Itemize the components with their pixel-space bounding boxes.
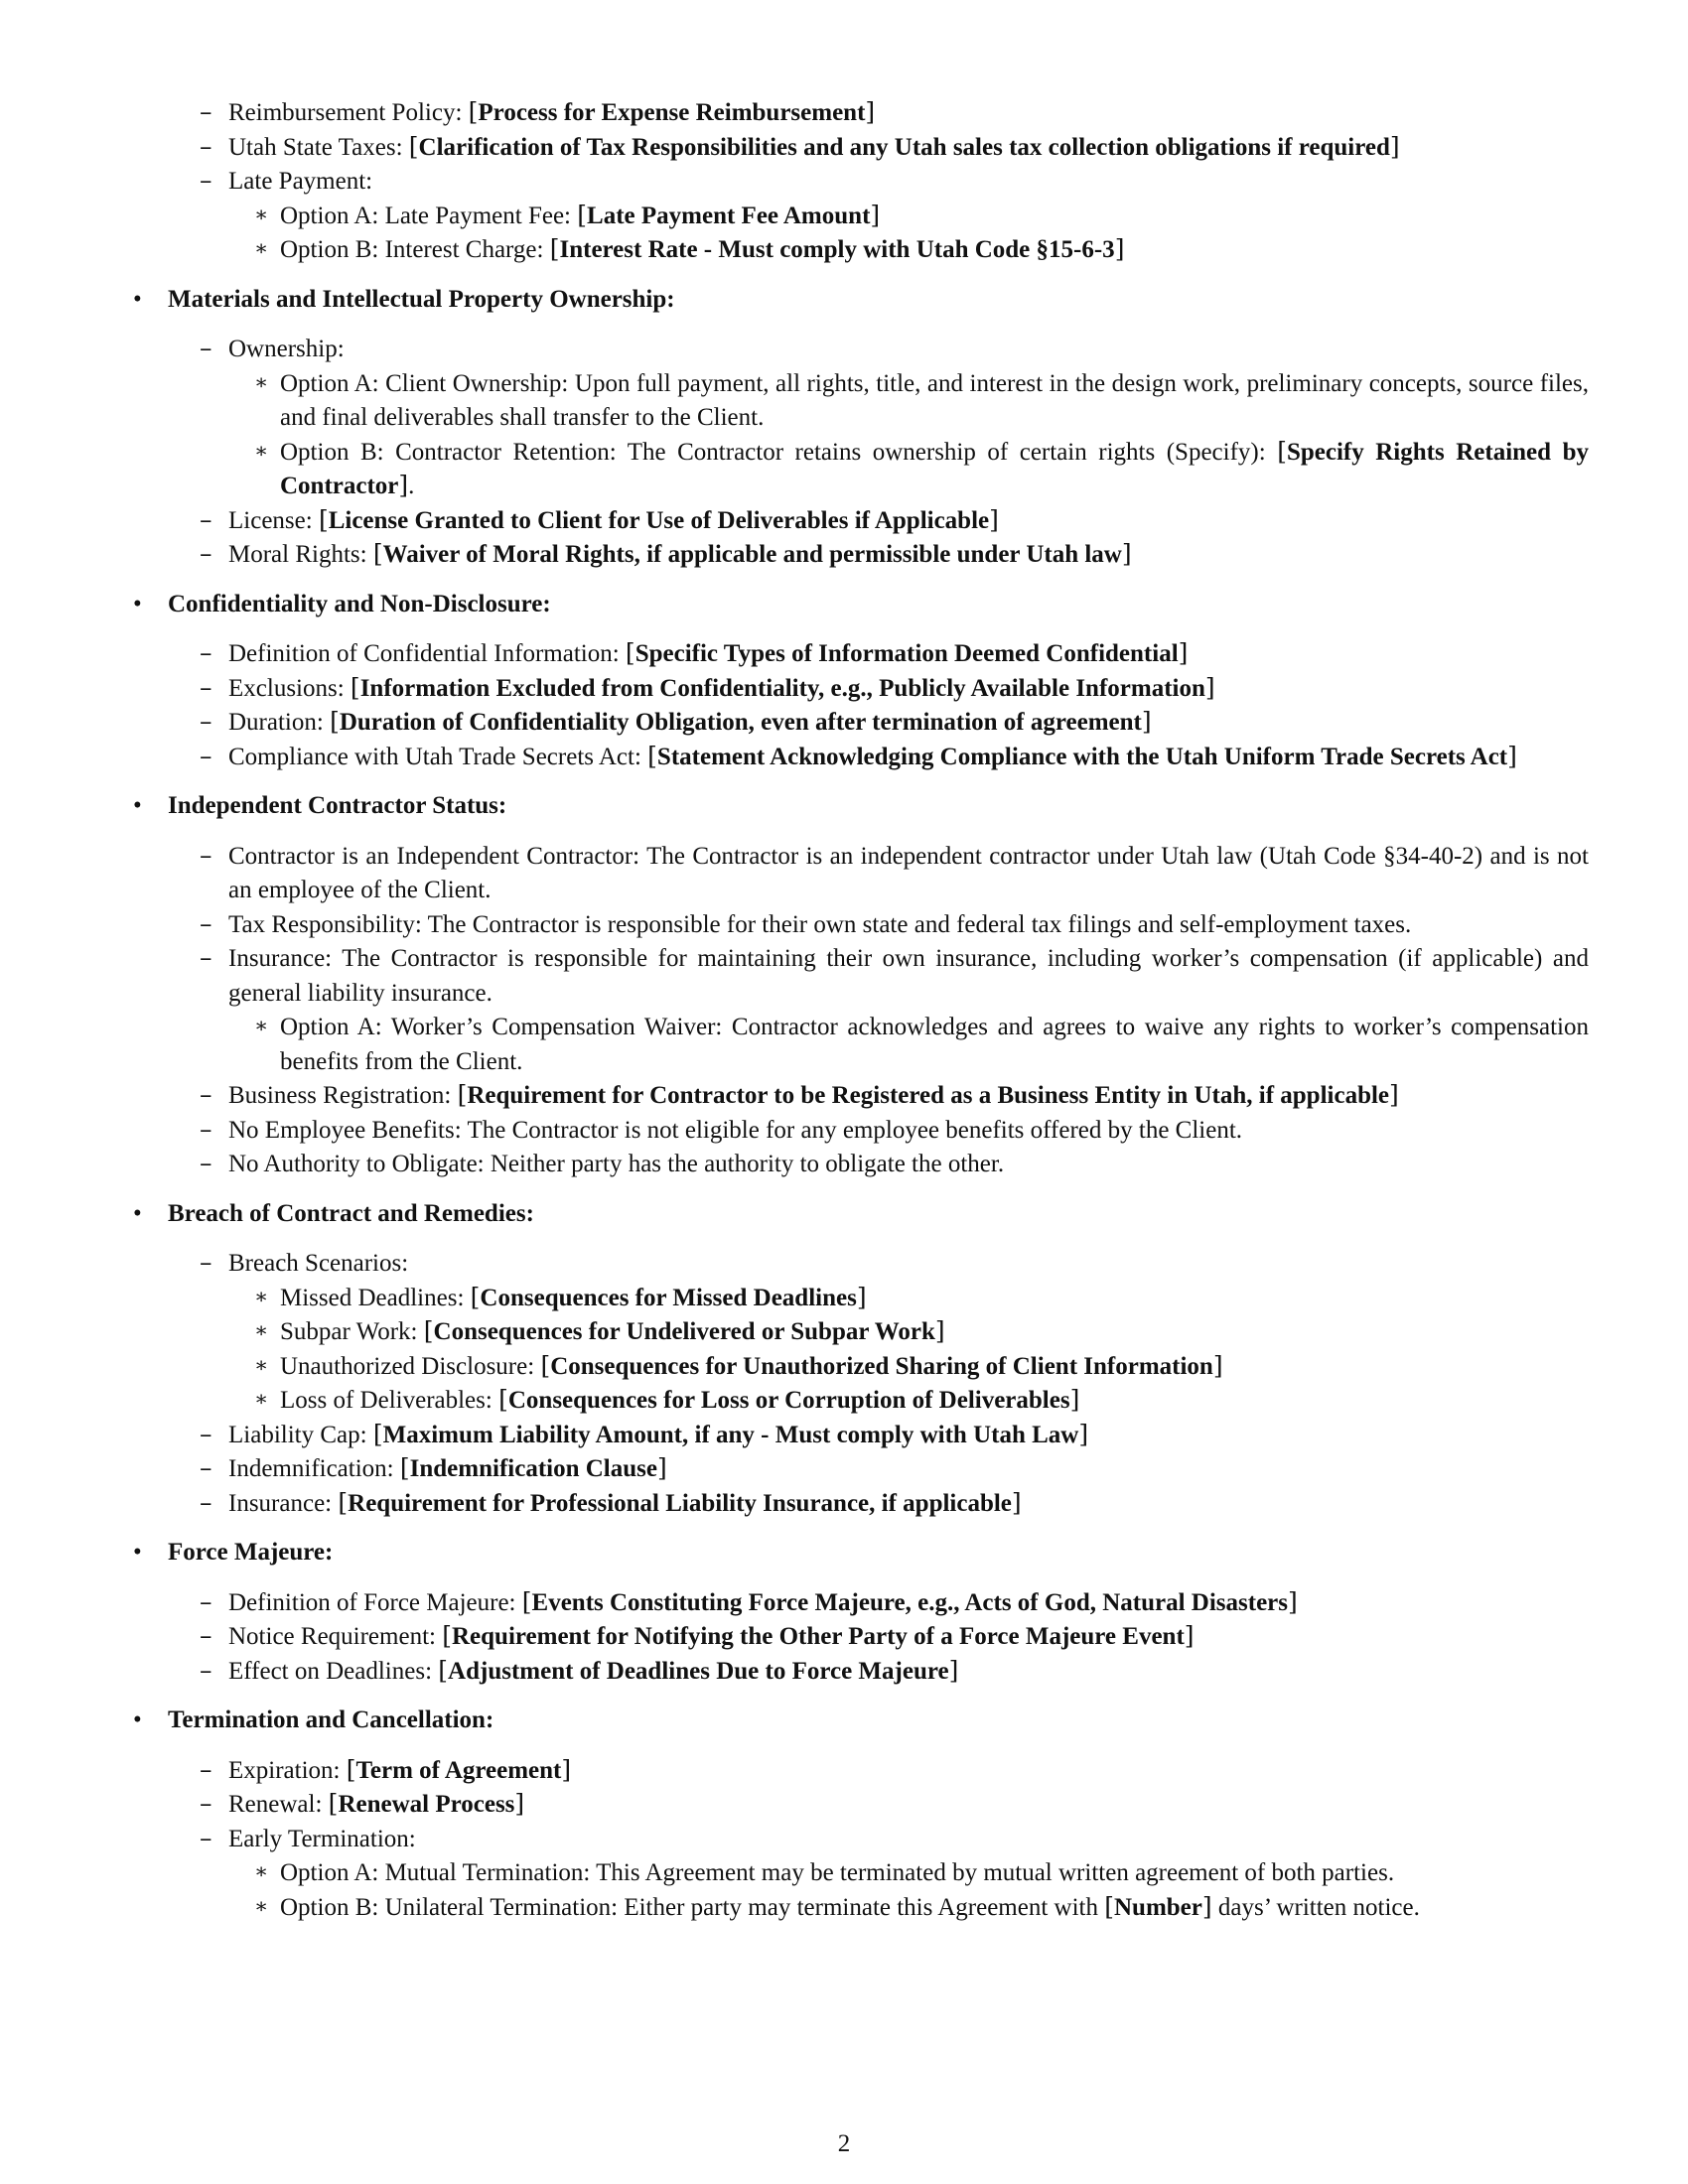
option-list bbox=[228, 366, 1589, 503]
placeholder-field: License Granted to Client for Use of Deliverables if Applicable bbox=[328, 506, 990, 534]
placeholder-field: Consequences for Loss or Corruption of Deliverables bbox=[507, 1387, 1070, 1414]
option-item: ∗ Option B: Interest Charge: [Interest Rate - Must comply with Utah Code §15-6-3] bbox=[228, 232, 1589, 267]
sub-item bbox=[168, 1147, 1589, 1181]
item-label: Business Registration: bbox=[228, 1082, 458, 1109]
sub-list bbox=[168, 839, 1589, 1181]
sub-item: – Exclusions: [Information Excluded from Confidentiality, e.g., Publicly Available Information] bbox=[168, 671, 1589, 706]
placeholder-field: Duration of Confidentiality Obligation, even after termination of agreement bbox=[339, 709, 1142, 736]
sub-list bbox=[168, 636, 1589, 773]
sub-item: – Renewal: [Renewal Process] bbox=[168, 1787, 1589, 1822]
option-list bbox=[228, 1010, 1589, 1078]
item-label: Option A: Late Payment Fee: bbox=[280, 202, 578, 229]
section bbox=[129, 1536, 1589, 1688]
item-text: This Agreement may be terminated by mutual written agreement of both parties. bbox=[596, 1859, 1395, 1886]
option-item bbox=[228, 1855, 1589, 1890]
sub-item bbox=[168, 941, 1589, 1078]
sub-item: – Definition of Confidential Information: [Specific Types of Information Deemed Confidential] bbox=[168, 636, 1589, 671]
item-label: Indemnification: bbox=[228, 1455, 400, 1482]
item-label: Notice Requirement: bbox=[228, 1623, 443, 1650]
item-label: Ownership: bbox=[228, 336, 345, 362]
placeholder-field: Requirement for Notifying the Other Party of a Force Majeure Event bbox=[451, 1623, 1185, 1650]
item-text: Neither party has the authority to obligate the other. bbox=[490, 1151, 1005, 1177]
sub-item: – Utah State Taxes: [Clarification of Tax Responsibilities and any Utah sales tax collection obligations if required] bbox=[168, 130, 1589, 165]
page-number: 2 bbox=[837, 2130, 851, 2157]
item-label: Tax Responsibility: bbox=[228, 910, 428, 938]
section-title: • Confidentiality and Non-Disclosure: bbox=[168, 588, 1589, 621]
item-label: Subpar Work: bbox=[280, 1318, 424, 1345]
option-item: ∗ Option A: Late Payment Fee: [Late Payment Fee Amount] bbox=[228, 199, 1589, 233]
item-text: The Contractor is responsible for maintaining their own insurance, including worker’s compensation (if applicable) and general liability insurance. bbox=[228, 945, 1589, 1007]
option-item: ∗ Missed Deadlines: [Consequences for Missed Deadlines] bbox=[228, 1281, 1589, 1315]
section bbox=[129, 283, 1589, 572]
placeholder-field: Interest Rate - Must comply with Utah Code §15-6-3 bbox=[559, 236, 1115, 263]
placeholder-field: Late Payment Fee Amount bbox=[587, 202, 871, 229]
item-label: Exclusions: bbox=[228, 674, 351, 702]
sub-item: – Business Registration: [Requirement for Contractor to be Registered as a Business Entity in Utah, if applicable] bbox=[168, 1078, 1589, 1113]
section bbox=[129, 1704, 1589, 1924]
option-item: ∗ Unauthorized Disclosure: [Consequences for Unauthorized Sharing of Client Information] bbox=[228, 1349, 1589, 1384]
section-title: • Termination and Cancellation: bbox=[168, 1704, 1589, 1737]
option-item bbox=[228, 1010, 1589, 1078]
sub-item: – Notice Requirement: [Requirement for Notifying the Other Party of a Force Majeure Event] bbox=[168, 1619, 1589, 1654]
placeholder-field: Statement Acknowledging Compliance with the Utah Uniform Trade Secrets Act bbox=[656, 743, 1508, 770]
sub-list bbox=[168, 332, 1589, 572]
option-list bbox=[228, 1855, 1589, 1924]
item-label: Insurance: bbox=[228, 945, 343, 972]
item-label: Option A: Mutual Termination: bbox=[280, 1859, 597, 1886]
section bbox=[129, 1197, 1589, 1521]
sub-item bbox=[168, 1822, 1589, 1925]
placeholder-field: Term of Agreement bbox=[355, 1756, 562, 1784]
section-title: • Breach of Contract and Remedies: bbox=[168, 1197, 1589, 1231]
sub-list bbox=[168, 1246, 1589, 1520]
section-title: • Materials and Intellectual Property Ownership: bbox=[168, 283, 1589, 317]
item-label: Definition of Force Majeure: bbox=[228, 1588, 522, 1616]
item-label: Reimbursement Policy: bbox=[228, 99, 469, 126]
sub-item: – Effect on Deadlines: [Adjustment of Deadlines Due to Force Majeure] bbox=[168, 1654, 1589, 1689]
placeholder-field: Indemnification Clause bbox=[409, 1455, 657, 1482]
sub-item: – Compliance with Utah Trade Secrets Act: [Statement Acknowledging Compliance with the Utah Uniform Trade Secrets Act] bbox=[168, 740, 1589, 774]
option-item: ∗ Option B: Unilateral Termination: Either party may terminate this Agreement with [Number] days’ written notice. bbox=[228, 1890, 1589, 1925]
option-item: ∗ Option B: Contractor Retention: The Contractor retains ownership of certain rights (Specify): [Specify Rights Retained by Contractor]. bbox=[228, 435, 1589, 503]
placeholder-field: Renewal Process bbox=[338, 1791, 515, 1818]
placeholder-field: Number bbox=[1114, 1893, 1202, 1921]
sub-list bbox=[168, 95, 1589, 267]
sub-item: – Expiration: [Term of Agreement] bbox=[168, 1753, 1589, 1788]
item-text: The Contractor is responsible for their own state and federal tax filings and self-employment taxes. bbox=[427, 910, 1412, 938]
placeholder-field: Waiver of Moral Rights, if applicable and permissible under Utah law bbox=[382, 541, 1122, 568]
item-label: No Authority to Obligate: bbox=[228, 1151, 491, 1177]
sub-item bbox=[168, 907, 1589, 942]
item-label: Liability Cap: bbox=[228, 1421, 373, 1448]
sub-list bbox=[168, 1753, 1589, 1925]
item-label: Option A: Client Ownership: bbox=[280, 369, 575, 397]
item-label: Definition of Confidential Information: bbox=[228, 640, 626, 667]
option-list bbox=[228, 199, 1589, 267]
option-item: ∗ Loss of Deliverables: [Consequences for Loss or Corruption of Deliverables] bbox=[228, 1383, 1589, 1418]
sub-list bbox=[168, 1585, 1589, 1689]
section-title: • Independent Contractor Status: bbox=[168, 789, 1589, 823]
sub-item: – Moral Rights: [Waiver of Moral Rights, if applicable and permissible under Utah law] bbox=[168, 537, 1589, 572]
placeholder-field: Specify Rights Retained by Contractor bbox=[280, 438, 1589, 499]
sub-item bbox=[168, 164, 1589, 267]
sub-item: – License: [License Granted to Client for Use of Deliverables if Applicable] bbox=[168, 503, 1589, 538]
sub-item bbox=[168, 332, 1589, 503]
item-label: Option B: Interest Charge: bbox=[280, 236, 550, 263]
item-text: The Contractor is not eligible for any employee benefits offered by the Client. bbox=[467, 1116, 1243, 1144]
sub-item: – Reimbursement Policy: [Process for Expense Reimbursement] bbox=[168, 95, 1589, 130]
placeholder-field: Consequences for Undelivered or Subpar Work bbox=[433, 1318, 935, 1345]
item-label: Unauthorized Disclosure: bbox=[280, 1352, 541, 1380]
item-label: Loss of Deliverables: bbox=[280, 1387, 499, 1414]
item-label: Contractor is an Independent Contractor: bbox=[228, 842, 647, 870]
item-label: Missed Deadlines: bbox=[280, 1284, 471, 1311]
placeholder-field: Requirement for Contractor to be Registered as a Business Entity in Utah, if applicable bbox=[467, 1082, 1390, 1109]
option-list bbox=[228, 1281, 1589, 1418]
sub-item: – Insurance: [Requirement for Professional Liability Insurance, if applicable] bbox=[168, 1486, 1589, 1521]
item-label: Option A: Worker’s Compensation Waiver: bbox=[280, 1014, 732, 1040]
placeholder-field: Requirement for Professional Liability Insurance, if applicable bbox=[348, 1489, 1012, 1517]
item-label: Renewal: bbox=[228, 1791, 329, 1818]
item-label: Breach Scenarios: bbox=[228, 1250, 409, 1277]
item-label: No Employee Benefits: bbox=[228, 1116, 468, 1144]
sub-item bbox=[168, 1113, 1589, 1148]
sub-item: – Liability Cap: [Maximum Liability Amount, if any - Must comply with Utah Law] bbox=[168, 1418, 1589, 1452]
item-text: Upon full payment, all rights, title, and interest in the design work, preliminary concepts, source files, and final deliverables shall transfer to the Client. bbox=[280, 369, 1589, 431]
section bbox=[129, 588, 1589, 774]
item-label: Early Termination: bbox=[228, 1825, 416, 1852]
sub-item: – Definition of Force Majeure: [Events Constituting Force Majeure, e.g., Acts of God, Natural Disasters] bbox=[168, 1585, 1589, 1620]
item-label: Option B: Unilateral Termination: bbox=[280, 1893, 625, 1921]
placeholder-field: Consequences for Missed Deadlines bbox=[480, 1284, 857, 1311]
sub-item bbox=[168, 839, 1589, 907]
item-label: Moral Rights: bbox=[228, 541, 373, 568]
sub-item: – Indemnification: [Indemnification Clause] bbox=[168, 1451, 1589, 1486]
item-label: Utah State Taxes: bbox=[228, 133, 409, 161]
item-label: Option B: Contractor Retention: bbox=[280, 438, 628, 466]
placeholder-field: Specific Types of Information Deemed Confidential bbox=[634, 640, 1179, 667]
placeholder-field: Maximum Liability Amount, if any - Must comply with Utah Law bbox=[382, 1421, 1079, 1448]
item-text: Contractor acknowledges and agrees to waive any rights to worker’s compensation benefits from the Client. bbox=[280, 1014, 1589, 1075]
section bbox=[129, 789, 1589, 1181]
item-suffix: days’ written notice. bbox=[1211, 1893, 1420, 1921]
item-label: Duration: bbox=[228, 709, 331, 736]
placeholder-field: Adjustment of Deadlines Due to Force Majeure bbox=[448, 1657, 949, 1685]
item-label: License: bbox=[228, 506, 319, 534]
placeholder-field: Consequences for Unauthorized Sharing of Client Information bbox=[550, 1352, 1213, 1380]
item-label: Insurance: bbox=[228, 1489, 339, 1517]
placeholder-field: Process for Expense Reimbursement bbox=[478, 99, 866, 126]
item-text: The Contractor retains ownership of certain rights (Specify): bbox=[627, 438, 1278, 466]
option-item: ∗ Subpar Work: [Consequences for Undelivered or Subpar Work] bbox=[228, 1314, 1589, 1349]
placeholder-field: Events Constituting Force Majeure, e.g., Acts of God, Natural Disasters bbox=[531, 1588, 1289, 1616]
item-label: Compliance with Utah Trade Secrets Act: bbox=[228, 743, 648, 770]
option-item bbox=[228, 366, 1589, 435]
item-text: The Contractor is an independent contractor under Utah law (Utah Code §34-40-2) and is not an employee of the Client. bbox=[228, 842, 1589, 903]
sub-item bbox=[168, 1246, 1589, 1418]
document-body bbox=[129, 95, 1589, 1924]
item-label: Late Payment: bbox=[228, 168, 373, 195]
section-title: • Force Majeure: bbox=[168, 1536, 1589, 1570]
placeholder-field: Information Excluded from Confidentiality, e.g., Publicly Available Information bbox=[359, 674, 1205, 702]
sub-item: – Duration: [Duration of Confidentiality Obligation, even after termination of agreement] bbox=[168, 705, 1589, 740]
item-label: Expiration: bbox=[228, 1756, 347, 1784]
item-label: Effect on Deadlines: bbox=[228, 1657, 439, 1685]
placeholder-field: Clarification of Tax Responsibilities and any Utah sales tax collection obligations if required bbox=[418, 133, 1390, 161]
item-suffix: . bbox=[408, 473, 415, 499]
section bbox=[129, 95, 1589, 267]
item-text: Either party may terminate this Agreement with bbox=[624, 1893, 1105, 1921]
